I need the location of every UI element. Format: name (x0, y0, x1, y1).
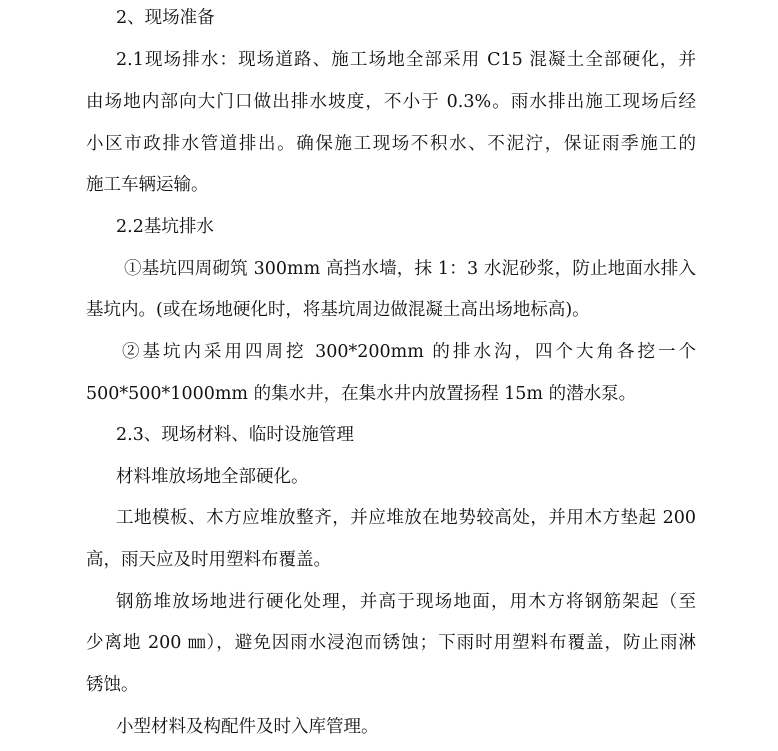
paragraph-line: 小区市政排水管道排出。确保施工现场不积水、不泥泞，保证雨季施工的 (86, 134, 696, 154)
paragraph-line: 锈蚀。 (86, 675, 139, 695)
paragraph-line: 施工车辆运输。 (86, 175, 209, 195)
paragraph-line: ②基坑内采用四周挖 300*200mm 的排水沟，四个大角各挖一个 (122, 342, 696, 362)
paragraph-line: 材料堆放场地全部硬化。 (116, 467, 309, 487)
paragraph-line: 工地模板、木方应堆放整齐，并应堆放在地势较高处，并用木方垫起 200 (116, 508, 696, 528)
paragraph-line: 高，雨天应及时用塑料布覆盖。 (86, 550, 331, 570)
paragraph-line: 500*500*1000mm 的集水井，在集水井内放置扬程 15m 的潜水泵。 (86, 384, 637, 404)
paragraph-line: 钢筋堆放场地进行硬化处理，并高于现场地面，用木方将钢筋架起（至 (116, 592, 696, 612)
heading-pit-drainage: 2.2基坑排水 (116, 217, 214, 237)
paragraph-line: ①基坑四周砌筑 300mm 高挡水墙，抹 1：3 水泥砂浆，防止地面水排入 (124, 259, 696, 279)
heading-materials-management: 2.3、现场材料、临时设施管理 (116, 425, 354, 445)
paragraph-line: 少离地 200 ㎜），避免因雨水浸泡而锈蚀；下雨时用塑料布覆盖，防止雨淋 (86, 633, 696, 653)
heading-site-preparation: 2、现场准备 (116, 8, 215, 28)
paragraph-line: 小型材料及构配件及时入库管理。 (116, 717, 379, 737)
paragraph-line: 由场地内部向大门口做出排水坡度，不小于 0.3%。雨水排出施工现场后经 (86, 92, 696, 112)
paragraph-line: 基坑内。(或在场地硬化时，将基坑周边做混凝土高出场地标高)。 (86, 300, 590, 320)
paragraph-line: 2.1现场排水：现场道路、施工场地全部采用 C15 混凝土全部硬化，并 (116, 50, 696, 70)
